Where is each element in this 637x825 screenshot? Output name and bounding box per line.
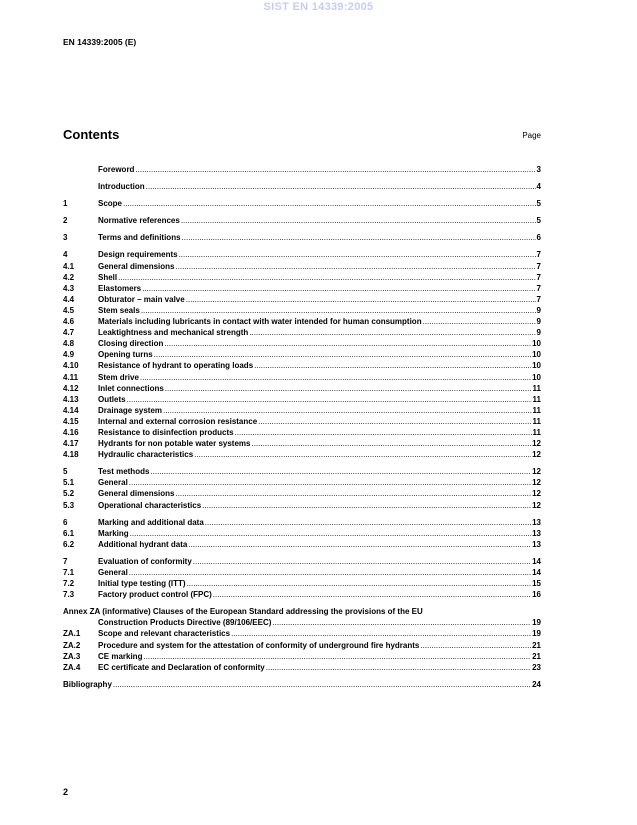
toc-entry-number: 4.9 <box>63 350 75 360</box>
toc-entry-page: 21 <box>532 651 541 661</box>
toc-entry-number: 4.6 <box>63 317 75 327</box>
toc-entry-5-3[interactable] <box>63 500 541 511</box>
watermark: SIST EN 14339:2005 <box>263 1 374 13</box>
toc-dot-leader <box>141 305 536 316</box>
toc-entry-number: 7.1 <box>63 568 75 577</box>
toc-entry-za-2[interactable] <box>63 640 541 651</box>
toc-entry-page: 12 <box>532 489 541 499</box>
toc-entry-number: 7 <box>63 556 68 566</box>
toc-entry-title: Terms and definitions <box>98 233 181 243</box>
toc-entry-6[interactable] <box>63 517 541 528</box>
toc-entry-4-14[interactable] <box>63 405 541 416</box>
toc-entry-page: 24 <box>532 679 541 689</box>
toc-entry-4-17[interactable] <box>63 438 541 449</box>
toc-entry-title: General <box>98 478 128 488</box>
toc-entry-number: 6.1 <box>63 528 75 538</box>
toc-entry-number: 4.18 <box>63 450 79 460</box>
toc-entry-page: 13 <box>532 517 541 527</box>
toc-entry-page: 12 <box>532 500 541 510</box>
toc-entry-number: 4.17 <box>63 439 79 449</box>
toc-entry-number: 6.2 <box>63 539 75 549</box>
toc-entry-page: 7 <box>536 294 541 304</box>
contents-title: Contents <box>63 127 120 142</box>
toc-dot-leader <box>154 349 531 360</box>
toc-dot-leader <box>251 438 531 449</box>
toc-entry-page: 23 <box>532 662 541 672</box>
toc-entry-page: 19 <box>532 618 541 628</box>
toc-entry-4-1[interactable] <box>63 261 541 272</box>
toc-dot-leader <box>150 466 531 477</box>
toc-dot-leader <box>175 261 535 272</box>
toc-dot-leader <box>123 198 536 209</box>
toc-dot-leader <box>186 294 536 305</box>
toc-entry-number: 4.11 <box>63 372 79 382</box>
toc-entry-page: 9 <box>536 328 541 338</box>
toc-entry-title: Introduction <box>98 182 145 192</box>
toc-entry-title: Initial type testing (ITT) <box>98 579 186 589</box>
toc-entry-page: 11 <box>532 416 541 426</box>
toc-entry-number: 4.10 <box>63 361 79 371</box>
toc-entry-page: 12 <box>532 450 541 460</box>
toc-entry-title: Materials including lubricants in contact with water intended for human consumption <box>98 317 422 327</box>
toc-dot-leader <box>130 528 531 539</box>
toc-entry-number: 3 <box>63 233 68 243</box>
toc-entry-za-3[interactable] <box>63 651 541 662</box>
toc-entry-title: Stem seals <box>98 305 140 315</box>
toc-dot-leader <box>135 164 535 175</box>
toc-entry-number: 4.16 <box>63 427 79 437</box>
toc-entry-7-3[interactable] <box>63 589 541 600</box>
toc-dot-leader <box>249 327 535 338</box>
toc-dot-leader <box>146 181 536 192</box>
toc-entry-number: 5.3 <box>63 500 75 510</box>
toc-dot-leader <box>258 416 531 427</box>
toc-entry-page: 11 <box>532 383 541 393</box>
toc-entry-title: Hydraulic characteristics <box>98 450 194 460</box>
toc-entry-number: 6 <box>63 517 68 527</box>
toc-entry-number: 4.3 <box>63 283 75 293</box>
toc-entry-7-1[interactable] <box>63 567 541 578</box>
toc-entry-number: 7.2 <box>63 579 75 589</box>
toc-entry-za-1[interactable] <box>63 628 541 639</box>
toc-entry-number: 5.2 <box>63 489 75 499</box>
toc-entry-page: 6 <box>536 233 541 243</box>
toc-entry-7-2[interactable] <box>63 578 541 589</box>
toc-entry-foreword[interactable] <box>63 164 541 175</box>
toc-entry-title: General dimensions <box>98 489 175 499</box>
toc-entry-4-18[interactable] <box>63 449 541 460</box>
toc-entry-5[interactable] <box>63 466 541 477</box>
toc-dot-leader <box>165 383 532 394</box>
toc-entry-page: 7 <box>536 283 541 293</box>
toc-entry-page: 12 <box>532 467 541 477</box>
toc-entry-number: 4.7 <box>63 328 75 338</box>
toc-entry-title: Marking and additional data <box>98 517 204 527</box>
toc-dot-leader <box>140 372 531 383</box>
toc-entry-number: 4.12 <box>63 383 79 393</box>
toc-dot-leader <box>266 662 531 673</box>
toc-entry-title: Normative references <box>98 216 180 226</box>
toc-entry-4-8[interactable] <box>63 338 541 349</box>
toc-entry-page: 5 <box>536 199 541 209</box>
toc-entry-page: 11 <box>532 405 541 415</box>
toc-dot-leader <box>182 232 536 243</box>
toc-entry-title: Scope <box>98 199 123 209</box>
toc-entry-4-16[interactable] <box>63 427 541 438</box>
toc-entry-6-1[interactable] <box>63 528 541 539</box>
toc-entry-page: 16 <box>532 590 541 600</box>
toc-entry-4-5[interactable] <box>63 305 541 316</box>
toc-entry-number: ZA.1 <box>63 629 81 639</box>
toc-entry-title: Drainage system <box>98 405 163 415</box>
toc-entry-number: 4.15 <box>63 416 79 426</box>
toc-dot-leader <box>163 405 532 416</box>
toc-entry-title: CE marking <box>98 651 143 661</box>
toc-entry-page: 9 <box>536 317 541 327</box>
toc-entry-za-4[interactable] <box>63 662 541 673</box>
toc-dot-leader <box>164 338 531 349</box>
toc-entry-title: Elastomers <box>98 283 142 293</box>
toc-entry-title: Hydrants for non potable water systems <box>98 439 251 449</box>
toc-entry-page: 4 <box>536 182 541 192</box>
toc-entry-number: 5 <box>63 467 68 477</box>
toc-entry-4[interactable] <box>63 249 541 260</box>
toc-entry-5-2[interactable] <box>63 488 541 499</box>
toc-entry-title: Operational characteristics <box>98 500 202 510</box>
toc-entry-4-2[interactable] <box>63 272 541 283</box>
page-column-heading: Page <box>522 131 541 140</box>
toc-entry-page: 13 <box>532 539 541 549</box>
toc-dot-leader <box>213 589 531 600</box>
toc-entry-number: 4.14 <box>63 405 79 415</box>
toc-dot-leader <box>205 517 531 528</box>
toc-entry-title: Procedure and system for the attestation of conformity of underground fire hydrants <box>98 640 420 650</box>
toc-entry-page: 7 <box>536 250 541 260</box>
toc-entry-page: 10 <box>532 339 541 349</box>
toc-entry-title: Leaktightness and mechanical strength <box>98 328 249 338</box>
toc-entry-page: 10 <box>532 372 541 382</box>
toc-entry-4-4[interactable] <box>63 294 541 305</box>
toc-entry-introduction[interactable] <box>63 181 541 192</box>
toc-entry-4-6[interactable] <box>63 316 541 327</box>
toc-dot-leader <box>231 628 531 639</box>
toc-dot-leader <box>193 556 531 567</box>
toc-entry-title: Test methods <box>98 467 150 477</box>
footer-page-number: 2 <box>63 787 69 797</box>
toc-entry-title: Shell <box>98 272 118 282</box>
toc-dot-leader <box>272 617 531 628</box>
toc-dot-leader <box>142 283 535 294</box>
toc-entry-number: 4.1 <box>63 261 75 271</box>
toc-entry-title: Resistance to disinfection products <box>98 427 234 437</box>
table-of-contents <box>63 164 541 690</box>
toc-entry-page: 13 <box>532 528 541 538</box>
toc-entry-title: Stem drive <box>98 372 139 382</box>
toc-dot-leader <box>175 488 531 499</box>
toc-entry-page: 7 <box>536 272 541 282</box>
toc-entry-number: 4.5 <box>63 305 75 315</box>
toc-entry-number: 4 <box>63 250 68 260</box>
toc-entry-4-9[interactable] <box>63 349 541 360</box>
toc-entry-4-12[interactable] <box>63 383 541 394</box>
toc-entry-page: 15 <box>532 579 541 589</box>
toc-entry-4-15[interactable] <box>63 416 541 427</box>
toc-dot-leader <box>187 578 532 589</box>
toc-dot-leader <box>113 679 531 690</box>
toc-entry-title: Scope and relevant characteristics <box>98 629 231 639</box>
toc-entry-title: Opening turns <box>98 350 153 360</box>
toc-entry-page: 19 <box>532 629 541 639</box>
toc-entry-title: Evaluation of conformity <box>98 556 192 566</box>
toc-entry-number: 7.3 <box>63 590 75 600</box>
toc-entry-page: 9 <box>536 305 541 315</box>
toc-entry-number: 4.2 <box>63 272 75 282</box>
toc-entry-bibliography[interactable] <box>63 679 541 690</box>
toc-entry-page: 10 <box>532 361 541 371</box>
toc-entry-number: 1 <box>63 199 68 209</box>
toc-entry-title: Construction Products Directive (89/106/EEC) <box>98 618 272 628</box>
toc-entry-4-13[interactable] <box>63 394 541 405</box>
toc-entry-page: 3 <box>536 165 541 174</box>
toc-dot-leader <box>202 500 531 511</box>
toc-dot-leader <box>181 215 536 226</box>
toc-entry-title: General dimensions <box>98 261 175 271</box>
toc-entry-page: 12 <box>532 439 541 449</box>
toc-entry-title: Internal and external corrosion resistance <box>98 416 258 426</box>
toc-entry-1[interactable] <box>63 198 541 209</box>
toc-entry-5-1[interactable] <box>63 477 541 488</box>
document-id: EN 14339:2005 (E) <box>63 37 137 47</box>
toc-entry-7[interactable] <box>63 556 541 567</box>
toc-entry-title: Marking <box>98 528 129 538</box>
toc-entry-title: Bibliography <box>63 679 112 689</box>
toc-dot-leader <box>188 539 531 550</box>
toc-annex-title[interactable]: Annex ZA (informative) Clauses of the European Standard addressing the provisions of the EU <box>63 607 423 617</box>
toc-entry-title: Resistance of hydrant to operating loads <box>98 361 254 371</box>
toc-dot-leader <box>118 272 535 283</box>
toc-entry-page: 10 <box>532 350 541 360</box>
toc-dot-leader <box>129 477 531 488</box>
toc-entry-page: 21 <box>532 640 541 650</box>
toc-entry-title: Additional hydrant data <box>98 539 188 549</box>
toc-entry-number: ZA.3 <box>63 651 81 661</box>
toc-entry-2[interactable] <box>63 215 541 226</box>
toc-entry-title: Inlet connections <box>98 383 164 393</box>
toc-entry-number: 5.1 <box>63 478 75 488</box>
toc-dot-leader <box>143 651 531 662</box>
toc-entry-title: Foreword <box>98 165 135 174</box>
toc-entry-page: 14 <box>532 556 541 566</box>
toc-entry-annex-za[interactable] <box>63 617 541 628</box>
toc-entry-number: 4.13 <box>63 394 79 404</box>
toc-dot-leader <box>420 640 531 651</box>
toc-dot-leader <box>254 360 531 371</box>
toc-entry-number: ZA.4 <box>63 662 81 672</box>
toc-entry-title: Outlets <box>98 394 126 404</box>
toc-dot-leader <box>127 394 532 405</box>
toc-entry-4-7[interactable] <box>63 327 541 338</box>
toc-entry-title: Factory product control (FPC) <box>98 590 212 600</box>
toc-entry-page: 11 <box>532 394 541 404</box>
toc-entry-number: 4.4 <box>63 294 75 304</box>
toc-dot-leader <box>129 567 531 578</box>
toc-dot-leader <box>179 249 536 260</box>
toc-entry-title: Closing direction <box>98 339 164 349</box>
toc-dot-leader <box>194 449 531 460</box>
toc-entry-4-11[interactable] <box>63 372 541 383</box>
toc-entry-4-10[interactable] <box>63 360 541 371</box>
toc-entry-page: 11 <box>532 427 541 437</box>
toc-entry-6-2[interactable] <box>63 539 541 550</box>
toc-entry-title: Obturator – main valve <box>98 294 185 304</box>
toc-entry-title: General <box>98 568 128 577</box>
toc-entry-page: 14 <box>532 568 541 577</box>
toc-entry-title: Design requirements <box>98 250 178 260</box>
toc-entry-page: 12 <box>532 478 541 488</box>
toc-entry-title: EC certificate and Declaration of conformity <box>98 662 265 672</box>
toc-entry-4-3[interactable] <box>63 283 541 294</box>
toc-entry-3[interactable] <box>63 232 541 243</box>
toc-dot-leader <box>235 427 532 438</box>
toc-entry-page: 7 <box>536 261 541 271</box>
toc-dot-leader <box>423 316 536 327</box>
toc-entry-number: 2 <box>63 216 68 226</box>
toc-entry-number: ZA.2 <box>63 640 81 650</box>
toc-entry-page: 5 <box>536 216 541 226</box>
toc-entry-number: 4.8 <box>63 339 75 349</box>
